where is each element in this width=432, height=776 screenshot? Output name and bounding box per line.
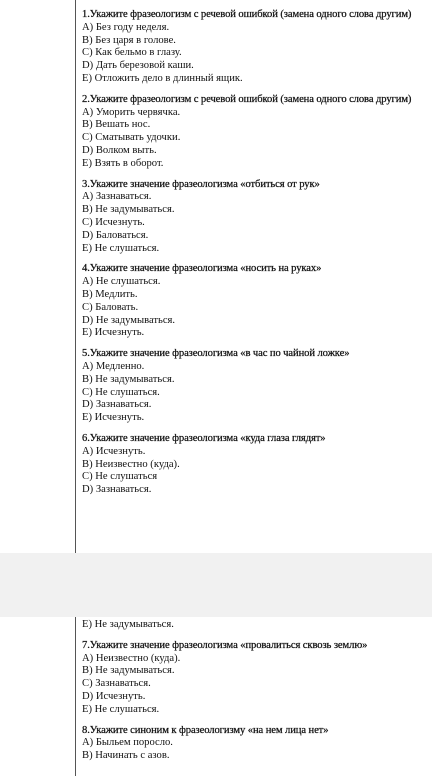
answer-option: E) Исчезнуть. [82, 327, 145, 339]
answer-option: A) Без году неделя. [82, 21, 170, 33]
answer-option: D) Баловаться. [82, 229, 149, 241]
answer-option: B) Медлить. [82, 288, 138, 300]
question-title: 7.Укажите значение фразеологизма «провалиться сквозь землю» [82, 639, 368, 651]
question-block [82, 94, 427, 171]
question-title: 4.Укажите значение фразеологизма «носить на руках» [82, 263, 322, 275]
question-title: 3.Укажите значение фразеологизма «отбиться от рук» [82, 178, 320, 190]
answer-option: B) Без царя в голове. [82, 34, 176, 46]
answer-option: C) Зазнаваться. [82, 678, 151, 690]
answer-option: D) Исчезнуть. [82, 690, 146, 702]
answer-option: A) Уморить червячка. [82, 106, 181, 118]
answer-option: D) Волком выть. [82, 144, 157, 156]
question-block [82, 725, 427, 763]
question-list [82, 619, 427, 771]
document-page-2 [0, 617, 432, 776]
page-gap [0, 553, 432, 617]
answer-option: B) Не задумываться. [82, 373, 175, 385]
answer-option: B) Не задумываться. [82, 665, 175, 677]
question-title: 5.Укажите значение фразеологизма «в час по чайной ложке» [82, 348, 350, 360]
question-title: 8.Укажите синоним к фразеологизму «на нем лица нет» [82, 724, 329, 736]
table-column-divider [75, 617, 76, 776]
question-title: 1.Укажите фразеологизм с речевой ошибкой (замена одного слова другим) [82, 9, 412, 20]
continued-option: E) Не задумываться. [82, 619, 174, 630]
question-title: 2.Укажите фразеологизм с речевой ошибкой (замена одного слова другим) [82, 93, 412, 105]
question-block [82, 348, 427, 425]
answer-option: C) Сматывать удочки. [82, 132, 181, 144]
table-column-divider [75, 0, 76, 553]
answer-option: B) Вешать нос. [82, 119, 151, 131]
answer-option: C) Не слушаться [82, 471, 158, 483]
answer-option: A) Не слушаться. [82, 276, 161, 288]
answer-option: E) Исчезнуть. [82, 412, 145, 424]
answer-option: C) Не слушаться. [82, 386, 160, 398]
answer-option: D) Дать березовой каши. [82, 60, 194, 72]
answer-option: A) Исчезнуть. [82, 445, 146, 457]
answer-option: A) Быльем поросло. [82, 737, 173, 749]
question-block [82, 263, 427, 340]
answer-option: D) Зазнаваться. [82, 484, 152, 496]
question-block [82, 433, 427, 497]
answer-option: E) Взять в оборот. [82, 157, 164, 169]
answer-option: D) Не задумываться. [82, 314, 176, 326]
answer-option: C) Баловать. [82, 301, 139, 313]
answer-option: A) Неизвестно (куда). [82, 652, 181, 664]
answer-option: A) Зазнаваться. [82, 191, 152, 203]
answer-option: D) Зазнаваться. [82, 399, 152, 411]
answer-option: B) Неизвестно (куда). [82, 458, 180, 470]
answer-option: B) Начинать с азов. [82, 750, 170, 762]
answer-option: E) Отложить дело в длинный ящик. [82, 72, 243, 84]
question-block [82, 9, 427, 86]
question-block [82, 179, 427, 256]
answer-option: A) Медленно. [82, 360, 145, 372]
answer-option: B) Не задумываться. [82, 204, 175, 216]
answer-option: E) Не слушаться. [82, 242, 160, 254]
question-title: 6.Укажите значение фразеологизма «куда глаза глядят» [82, 432, 326, 444]
question-list [82, 9, 427, 505]
answer-option: C) Исчезнуть. [82, 216, 145, 228]
question-block [82, 640, 427, 717]
answer-option: C) Как бельмо в глазу. [82, 47, 182, 59]
answer-option: E) Не слушаться. [82, 703, 160, 715]
